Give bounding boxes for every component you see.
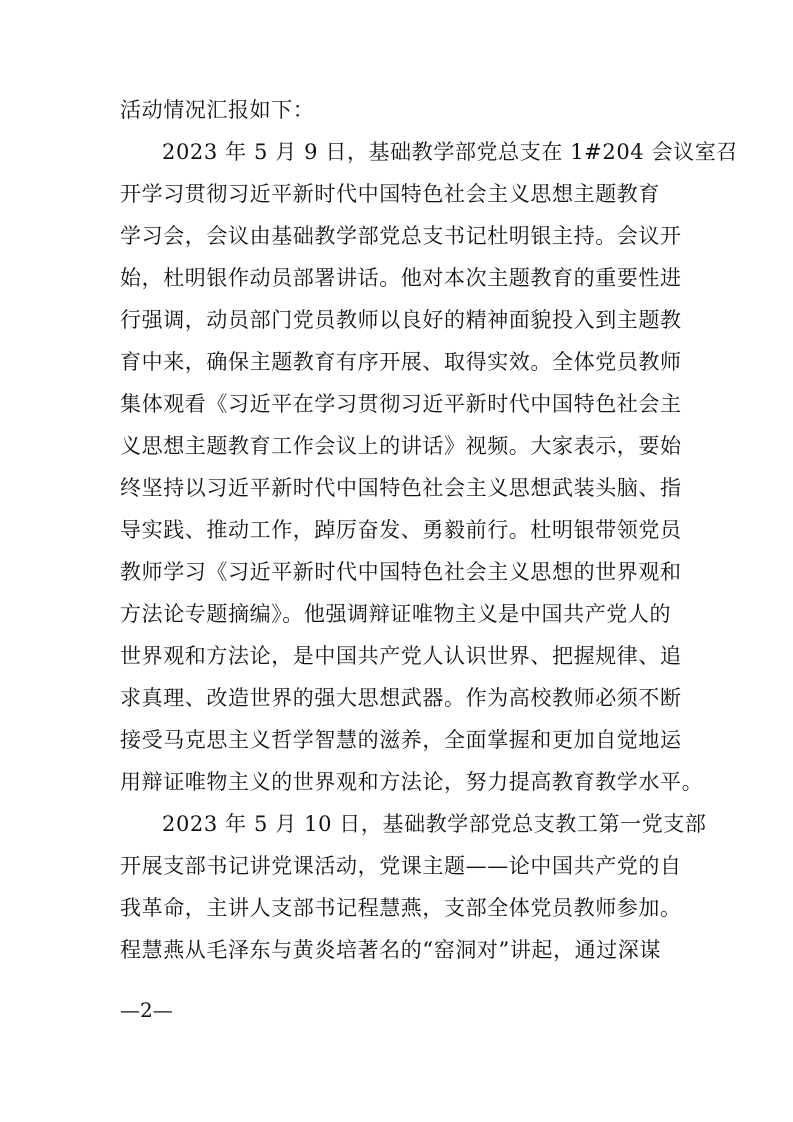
- text-line: 终坚持以习近平新时代中国特色社会主义思想武装头脑、指: [120, 476, 682, 500]
- text-line: 程慧燕从毛泽东与黄炎培著名的“窑洞对”讲起，通过深谋: [120, 938, 662, 962]
- text-line: 育中来，确保主题教育有序开展、取得实效。全体党员教师: [120, 350, 682, 374]
- text-line: 开学习贯彻习近平新时代中国特色社会主义思想主题教育: [120, 182, 660, 206]
- text-line: 开展支部书记讲党课活动，党课主题——论中国共产党的自: [120, 854, 682, 878]
- text-line: 始，杜明银作动员部署讲话。他对本次主题教育的重要性进: [120, 266, 682, 290]
- text-line: 教师学习《习近平新时代中国特色社会主义思想的世界观和: [120, 560, 682, 584]
- text-line: 导实践、推动工作，踔厉奋发、勇毅前行。杜明银带领党员: [120, 518, 682, 542]
- text-line: 用辩证唯物主义的世界观和方法论，努力提高教育教学水平。: [120, 770, 704, 794]
- page-number: —2—: [120, 998, 173, 1022]
- text-line: 集体观看《习近平在学习贯彻习近平新时代中国特色社会主: [120, 392, 682, 416]
- text-line: 世界观和方法论，是中国共产党人认识世界、把握规律、追: [120, 644, 682, 668]
- text-line: 行强调，动员部门党员教师以良好的精神面貌投入到主题教: [120, 308, 682, 332]
- text-line: 我革命，主讲人支部书记程慧燕，支部全体党员教师参加。: [120, 896, 682, 920]
- paragraph-start-line: 2023 年 5 月 9 日，基础教学部党总支在 1#204 会议室召: [162, 140, 738, 164]
- text-line: 求真理、改造世界的强大思想武器。作为高校教师必须不断: [120, 686, 682, 710]
- text-line: 接受马克思主义哲学智慧的滋养，全面掌握和更加自觉地运: [120, 728, 682, 752]
- text-line: 学习会，会议由基础教学部党总支书记杜明银主持。会议开: [120, 224, 682, 248]
- text-line: 方法论专题摘编》。他强调辩证唯物主义是中国共产党人的: [120, 602, 672, 626]
- text-line: 活动情况汇报如下：: [120, 98, 315, 122]
- paragraph-start-line: 2023 年 5 月 10 日，基础教学部党总支教工第一党支部: [162, 812, 707, 836]
- text-line: 义思想主题教育工作会议上的讲话》视频。大家表示，要始: [120, 434, 682, 458]
